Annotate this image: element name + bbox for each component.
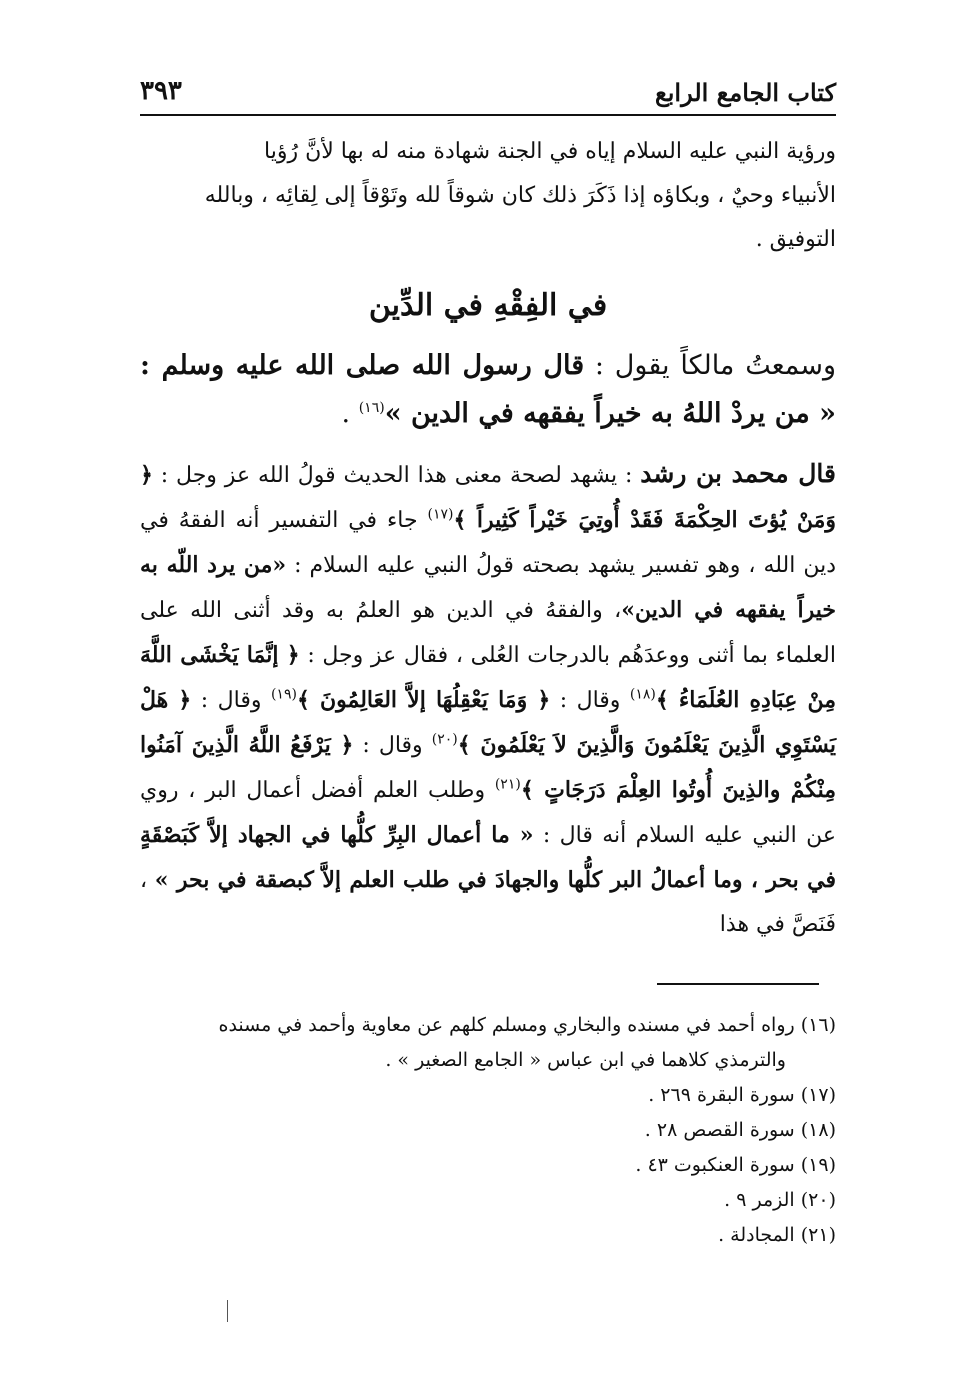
margin-mark [227,1300,228,1322]
intro-line: الأنبياء وحيٌ ، وبكاؤه إذا ذَكَرَ ذلك كان شوقاً لله وتَوْقاً إلى لِقائِه ، وبالله [204,183,836,208]
footnote-ref: (١٨) [629,686,656,703]
commentary-text: ، والفقهُ في الدين هو العلمُ به وقد أثنى الله على العلماء بما أثنى ووعدَهُم بالدرجات العُلى ، فقال عز وجل : [140,598,836,668]
hadith-end: . [341,398,359,429]
commentary-text: جاء في التفسير أنه الفقهُ في دين الله ، وهو تفسير يشهد بصحته قولُ النبي عليه السلام : [140,508,836,578]
hadith-text: قال رسول الله صلى الله عليه وسلم : « من يردْ اللهُ به خيراً يفقهه في الدين » [140,350,836,429]
hadith-quote: «من يرد اللّه به خيراً يفقهه في الدين» [140,552,837,623]
footnote-ref: (١٧) [427,506,454,523]
footnote-ref: (١٦) [358,400,385,416]
footnote-item: والترمذي كلاهما في ابن عباس « الجامع الصغير » . [385,1049,786,1071]
commentary-text: وقال : [191,688,271,713]
intro-paragraph [140,130,836,262]
footnote-divider [657,983,819,985]
footnotes [140,1008,836,1253]
commentary-paragraph [140,452,836,947]
footnote-item: (٢١) المجادلة . [718,1224,836,1246]
intro-line: ورؤية النبي عليه السلام إياه في الجنة شهادة منه له بها لأنَّ رُؤيا [264,139,836,164]
quran-quote: ﴿ هَلْ يَسْتَوِي الَّذِينَ يَعْلَمُونَ وَالَّذِينَ لاَ يَعْلَمُونَ ﴾ [140,687,836,758]
hadith-paragraph [140,342,836,438]
page-number: ٣٩٣ [140,76,182,106]
book-title: كتاب الجامع الرابع [654,78,836,107]
footnote-ref: (١٩) [270,686,297,703]
quran-quote: ﴿ وَمَا يَعْقِلُهَا إلاَّ العَالِمُونَ ﴾ [296,687,551,713]
footnote-item: (٢٠) الزمر ٩ . [724,1189,836,1211]
commentary-text: ، فَنَصَّ في هذا [140,868,836,937]
hadith-quote: « ما أعمال البِرِّ كلُّها في الجهاد إلاَّ كَبَصْقَةٍ في بحر ، وما أعمالُ البر كلُّها والجهادَ في طلب العلم إلاَّ كبصقة في بحر » [140,822,836,893]
quran-quote: ﴿ إنَّمَا يَخْشَى اللَّهَ مِنْ عِبَادِهِ العُلَمَاءُ ﴾ [140,642,836,713]
main-text [140,130,836,947]
footnote-item: (١٦) رواه أحمد في مسنده والبخاري ومسلم كلهم عن معاوية وأحمد في مسنده [218,1014,836,1036]
footnote-ref: (٢٠) [431,731,458,748]
footnote-item: (١٧) سورة البقرة ٢٦٩ . [648,1084,836,1106]
section-heading: في الفِقْهِ في الدِّين [368,288,608,323]
footnote-item: (١٨) سورة القصص ٢٨ . [644,1119,836,1141]
commentary-text: وطلب العلم أفضل أعمال البر ، روي عن النبي عليه السلام أنه قال : [140,778,836,848]
quran-quote: ﴿ يَرْفَعُ اللَّهُ الَّذِينَ آمَنُوا مِنْكُمْ والذِينَ أُوتُوا العِلْمَ دَرَجَاتٍ ﴾ [140,732,836,803]
commentary-text: وقال : [550,688,630,713]
hadith-lead: وسمعتُ مالكاً يقول : [594,350,836,381]
commentary-author: قال محمد بن رشد [640,459,836,488]
commentary-text: وقال : [353,733,432,758]
quran-quote: ﴿ وَمَنْ يُؤتَ الحِكْمَةَ فَقَدْ أُوتِيَ خَيْراً كَثِيراً ﴾ [140,462,837,533]
commentary-text: : يشهد لصحة معنى هذا الحديث قولُ الله عز وجل : [152,463,641,488]
footnote-item: (١٩) سورة العنكبوت ٤٣ . [635,1154,836,1176]
intro-line: التوفيق . [755,227,836,252]
footnote-ref: (٢١) [494,776,521,793]
running-header [140,72,836,116]
